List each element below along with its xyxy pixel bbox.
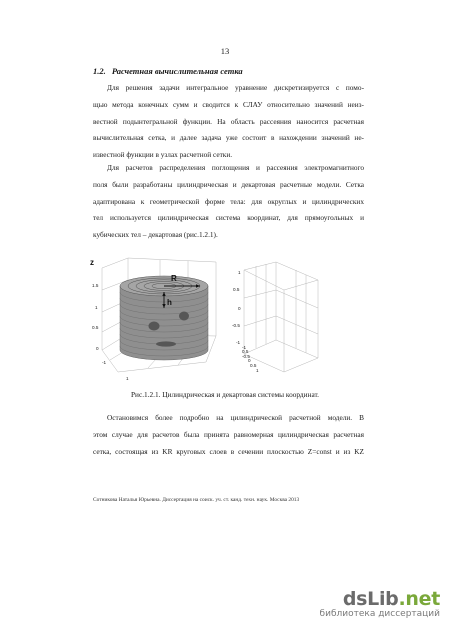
right-bottom-tick: 0 <box>248 358 251 363</box>
paragraph-line: вестной подынтегральной функции. На область рассеяния наносится расчетная <box>93 116 364 126</box>
z-tick: 1 <box>95 305 98 310</box>
right-mid-tick: -1 <box>242 345 247 350</box>
axis-label-z: z <box>90 258 94 267</box>
right-z-tick: -1 <box>236 340 241 345</box>
dslib-logo <box>315 588 440 610</box>
paragraph-line: поля были разработаны цилиндрическая и декартовая расчетные модели. Сетка <box>93 179 364 189</box>
paragraph-line: кубических тел – декартовая (рис.1.2.1). <box>93 230 218 240</box>
right-z-tick: 0 <box>238 306 241 311</box>
page-footer: Сотникова Наталья Юрьевна. Диссертация на соиск. уч. ст. канд. техн. наук. Москва 2013 <box>93 497 300 503</box>
z-tick: 0 <box>96 346 99 351</box>
section-title: Расчетная вычислительная сетка <box>111 66 243 76</box>
page-number: 13 <box>220 46 230 56</box>
paragraph-line: адаптирована к геометрической форме тела: для округлых и цилиндрических <box>93 196 364 206</box>
label-h: h <box>167 298 172 307</box>
logo-main: dsLib <box>342 588 399 610</box>
paragraph-line: Остановимся более подробно на цилиндрической расчетной модели. В <box>107 413 364 422</box>
watermark-subtitle: библиотека диссертаций <box>319 609 440 619</box>
paragraph-1 <box>93 80 364 164</box>
paragraph-3 <box>93 410 364 460</box>
dslib-watermark[interactable] <box>315 588 440 619</box>
paragraph-line: вычислительная сетка, и далее задача уже состоит в нахождении значений не- <box>93 133 364 143</box>
x-tick: 1 <box>126 376 129 381</box>
paragraph-line: щью метода конечных сумм и сводится к СЛАУ относительно значений неиз- <box>93 99 364 109</box>
paragraph-2 <box>93 160 364 244</box>
z-tick: 1.5 <box>92 283 99 288</box>
right-z-tick: -0.5 <box>232 323 240 328</box>
paragraph-line: этом случае для расчетов была принята равномерная цилиндрическая расчетная <box>93 429 364 439</box>
right-z-tick: 0.5 <box>233 287 240 292</box>
section-heading <box>93 66 243 76</box>
z-tick: 0.5 <box>92 325 99 330</box>
label-r: R <box>171 274 177 283</box>
paragraph-line: известной функции в узлах расчетной сетки. <box>93 150 233 160</box>
logo-accent: .net <box>398 588 440 610</box>
paragraph-line: сетка, состоящая из KR круговых слоев в сечении плоскостью Z=const и из KZ <box>93 446 364 456</box>
section-number: 1.2. <box>93 66 106 76</box>
right-bottom-tick: 0.5 <box>250 363 257 368</box>
paragraph-line: Для решения задачи интегральное уравнение дискретизируется с помо- <box>107 83 364 92</box>
x-tick: -1 <box>102 360 107 365</box>
right-bottom-tick: 1 <box>256 368 259 373</box>
right-bottom-tick: -0.5 <box>242 354 250 359</box>
cartesian-grid-plot <box>232 262 318 373</box>
right-z-tick: 1 <box>238 270 241 275</box>
right-mid-tick: 0.5 <box>242 349 249 354</box>
figure-coordinate-systems <box>88 254 378 384</box>
cylindrical-grid-plot <box>90 258 216 381</box>
figure-caption: Рис.1.2.1. Цилиндрическая и декартовая системы координат. <box>131 390 319 399</box>
paragraph-line: Для расчетов распределения поглощения и рассеяния электромагнитного <box>107 163 364 172</box>
paragraph-line: тел используется цилиндрическая система координат, для прямоугольных и <box>93 213 364 223</box>
